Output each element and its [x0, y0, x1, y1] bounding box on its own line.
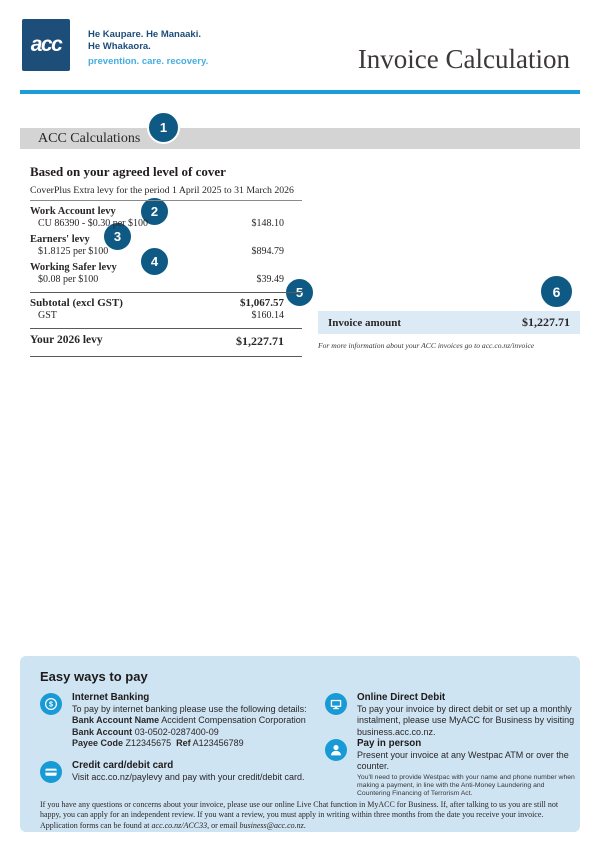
invoice-amount-box: [318, 311, 580, 334]
svg-text:$: $: [49, 700, 53, 709]
table-row: [30, 262, 302, 285]
gst-row: [30, 310, 302, 321]
table-divider: [30, 292, 302, 293]
table-row: [30, 206, 302, 229]
direct-debit-line: To pay your invoice by direct debit or set up a monthly instalment, please use MyACC for Business by visiting business.acc.co.nz.: [357, 703, 575, 737]
gst-amount: $160.14: [251, 310, 284, 321]
levy-period-note: CoverPlus Extra levy for the period 1 April 2025 to 31 March 2026: [30, 185, 294, 196]
brand-tagline: [88, 29, 208, 68]
table-divider: [30, 356, 302, 357]
step-marker-6: 6: [539, 274, 574, 309]
pay-in-person-small-print: You'll need to provide Westpac with your name and phone number when making a payment, in line with the Anti-Money Laundering and Countering Financing of Terrorism Act.: [357, 773, 575, 798]
step-marker-5: 5: [284, 277, 315, 308]
acc-logo-text: acc: [30, 33, 62, 56]
calculation-heading: Based on your agreed level of cover: [30, 164, 226, 179]
table-divider: [30, 328, 302, 329]
levy-detail: $0.08 per $100: [38, 274, 99, 285]
levy-detail: CU 86390 - $0.30 per $100: [38, 218, 148, 229]
payee-code-line: Payee Code Z12345675 Ref A123456789: [72, 738, 244, 748]
subtotal-row: [30, 297, 302, 309]
table-row: [30, 234, 302, 257]
easy-ways-to-pay-panel: [20, 656, 580, 832]
step-marker-4: 4: [139, 246, 170, 277]
pay-method-online-direct-debit: [325, 692, 575, 738]
levy-amount: $894.79: [251, 246, 284, 257]
business-email-text: business@acc.co.nz: [239, 820, 304, 830]
acc-logo: [22, 19, 70, 71]
internet-banking-intro: To pay by internet banking please use the following details:: [72, 703, 307, 714]
total-amount: $1,227.71: [236, 334, 284, 348]
invoice-amount-label: Invoice amount: [328, 316, 402, 329]
step-marker-1: 1: [147, 111, 180, 144]
tagline-line2: He Whakaora.: [88, 40, 151, 52]
pay-in-person-line: Present your invoice at any Westpac ATM or over the counter.: [357, 749, 569, 771]
levy-name: Earners' levy: [30, 234, 90, 245]
pay-method-internet-banking: [40, 692, 325, 750]
levy-detail: $1.8125 per $100: [38, 246, 109, 257]
subtotal-amount: $1,067.57: [240, 297, 284, 309]
credit-card-line: Visit acc.co.nz/paylevy and pay with your credit/debit card.: [72, 771, 305, 782]
coin-icon: [40, 693, 62, 715]
total-row: [30, 334, 302, 349]
header-divider: [20, 90, 580, 94]
total-label: Your 2026 levy: [30, 334, 103, 346]
pay-method-pay-in-person: [325, 738, 575, 799]
step-marker-3: 3: [102, 221, 133, 252]
section-bar-acc-calculations: [20, 128, 580, 149]
step-marker-2: 2: [139, 196, 170, 227]
acc33-link-text: acc.co.nz/ACC33: [151, 820, 208, 830]
tagline-line3: prevention. care. recovery.: [88, 56, 209, 67]
pay-method-title: Pay in person: [357, 738, 422, 749]
pay-method-credit-card: [40, 760, 325, 783]
levy-amount: $148.10: [251, 218, 284, 229]
person-icon: [325, 739, 347, 761]
pay-method-title: Online Direct Debit: [357, 692, 446, 703]
gst-label: GST: [38, 310, 57, 321]
table-divider: [30, 200, 302, 201]
pay-method-title: Internet Banking: [72, 692, 150, 703]
levy-name: Work Account levy: [30, 206, 116, 217]
levy-amount: $39.49: [256, 274, 284, 285]
pay-method-title: Credit card/debit card: [72, 760, 174, 771]
page-title: Invoice Calculation: [357, 44, 570, 74]
bank-account-line: Bank Account 03-0502-0287400-09: [72, 726, 219, 737]
invoice-info-note: For more information about your ACC invoices go to acc.co.nz/invoice: [318, 341, 535, 350]
bank-account-name-line: Bank Account Name Accident Compensation Corporation: [72, 715, 306, 725]
levy-calculation-table: [30, 164, 302, 357]
section-bar-label: ACC Calculations: [38, 130, 141, 146]
tagline-line1: He Kaupare. He Manaaki.: [88, 29, 201, 40]
footer-heading: Easy ways to pay: [40, 669, 148, 684]
subtotal-label: Subtotal (excl GST): [30, 297, 123, 309]
invoice-amount-value: $1,227.71: [522, 315, 570, 329]
levy-name: Working Safer levy: [30, 262, 117, 273]
card-icon: [40, 761, 62, 783]
monitor-icon: [325, 693, 347, 715]
review-fine-print: If you have any questions or concerns about your invoice, please use our online Live Chat function in MyACC for Business. If, after talking to us you are still not happy, you can apply for an independent review. If you want a review, you must apply in writing within three months from the date you receive your invoice. Application forms can be found at acc.co.nz/ACC33, or email business@acc.co.nz.: [40, 800, 559, 830]
